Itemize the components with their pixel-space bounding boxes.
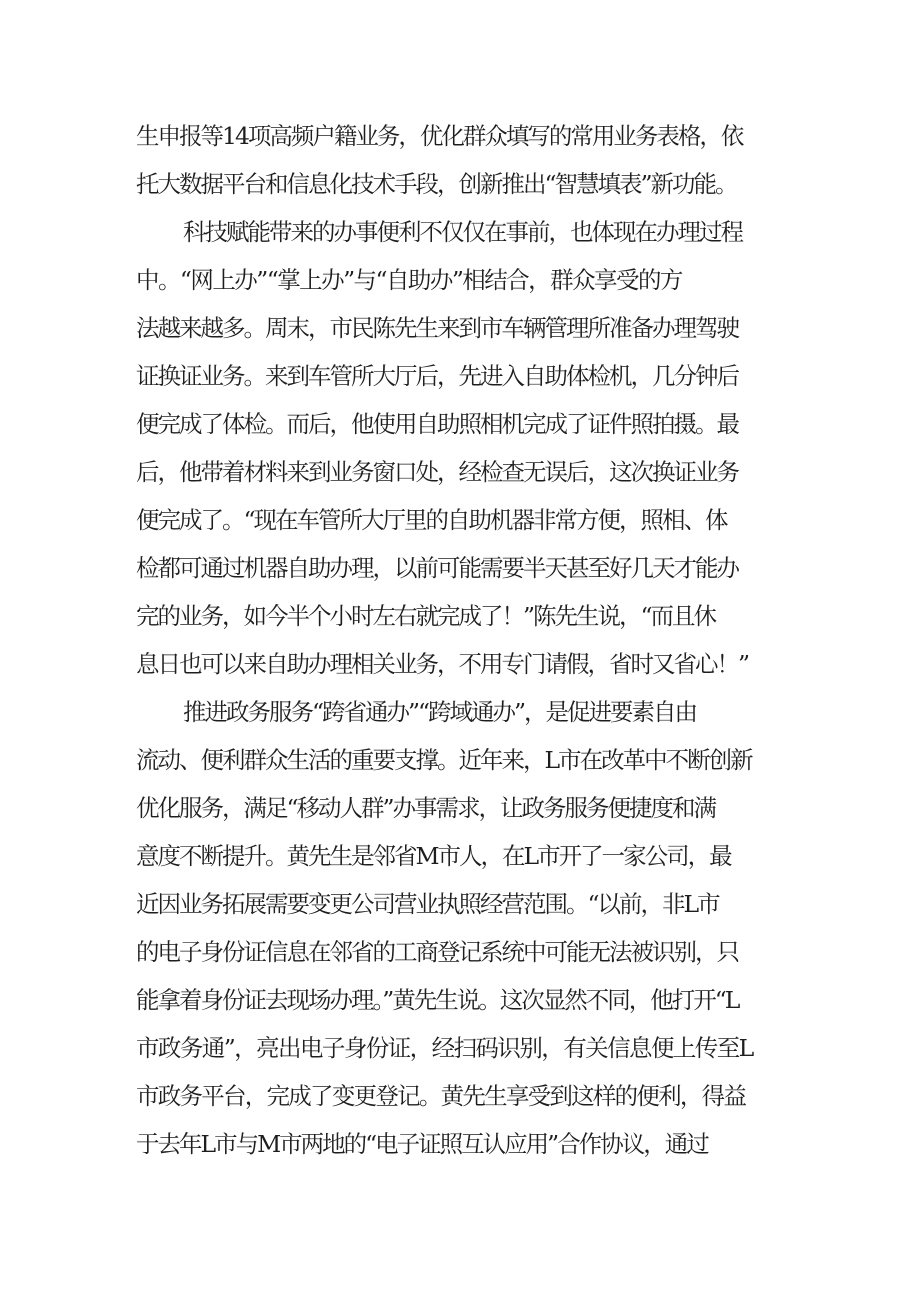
text-line: 意度不断提升。黄先生是邻省M市人，在L市开了一家公司，最 <box>136 842 731 870</box>
text-line: 流动、便利群众生活的重要支撑。近年来，L市在改革中不断创新 <box>136 746 752 774</box>
text-line: 市政务通”，亮出电子身份证，经扫码识别，有关信息便上传至L <box>136 1034 753 1062</box>
text-line: 便完成了。“现在车管所大厅里的自助机器非常方便，照相、体 <box>136 506 727 534</box>
text-line: 后，他带着材料来到业务窗口处，经检查无误后，这次换证业务 <box>136 458 738 486</box>
text-line: 能拿着身份证去现场办理。”黄先生说。这次显然不同，他打开“L <box>136 986 739 1014</box>
text-line: 托大数据平台和信息化技术手段，创新推出“智慧填表”新功能。 <box>136 170 737 198</box>
paragraph-start-line: 科技赋能带来的办事便利不仅仅在事前，也体现在办理过程 <box>183 218 742 246</box>
text-line: 于去年L市与M市两地的“电子证照互认应用”合作协议，通过 <box>136 1130 708 1158</box>
paragraph-start-line: 推进政务服务“跨省通办”“跨域通办”，是促进要素自由 <box>183 698 697 726</box>
text-line: 中。“网上办”“掌上办”与“自助办”相结合，群众享受的方 <box>136 266 682 294</box>
text-line: 近因业务拓展需要变更公司营业执照经营范围。“以前，非L市 <box>136 890 719 918</box>
text-line: 完的业务，如今半个小时左右就完成了！”陈先生说，“而且休 <box>136 602 716 630</box>
text-line: 息日也可以来自助办理相关业务，不用专门请假，省时又省心！” <box>136 650 749 678</box>
text-line: 便完成了体检。而后，他使用自助照相机完成了证件照拍摄。最 <box>136 410 738 438</box>
text-line: 法越来越多。周末，市民陈先生来到市车辆管理所准备办理驾驶 <box>136 314 738 342</box>
text-line: 的电子身份证信息在邻省的工商登记系统中可能无法被识别，只 <box>136 938 738 966</box>
text-line: 证换证业务。来到车管所大厅后，先进入自助体检机，几分钟后 <box>136 362 738 390</box>
text-line: 优化服务，满足“移动人群”办事需求，让政务服务便捷度和满 <box>136 794 716 822</box>
text-line: 检都可通过机器自助办理，以前可能需要半天甚至好几天才能办 <box>136 554 738 582</box>
text-line: 市政务平台，完成了变更登记。黄先生享受到这样的便利，得益 <box>136 1082 746 1110</box>
text-line: 生申报等14项高频户籍业务，优化群众填写的常用业务表格，依 <box>136 122 743 150</box>
